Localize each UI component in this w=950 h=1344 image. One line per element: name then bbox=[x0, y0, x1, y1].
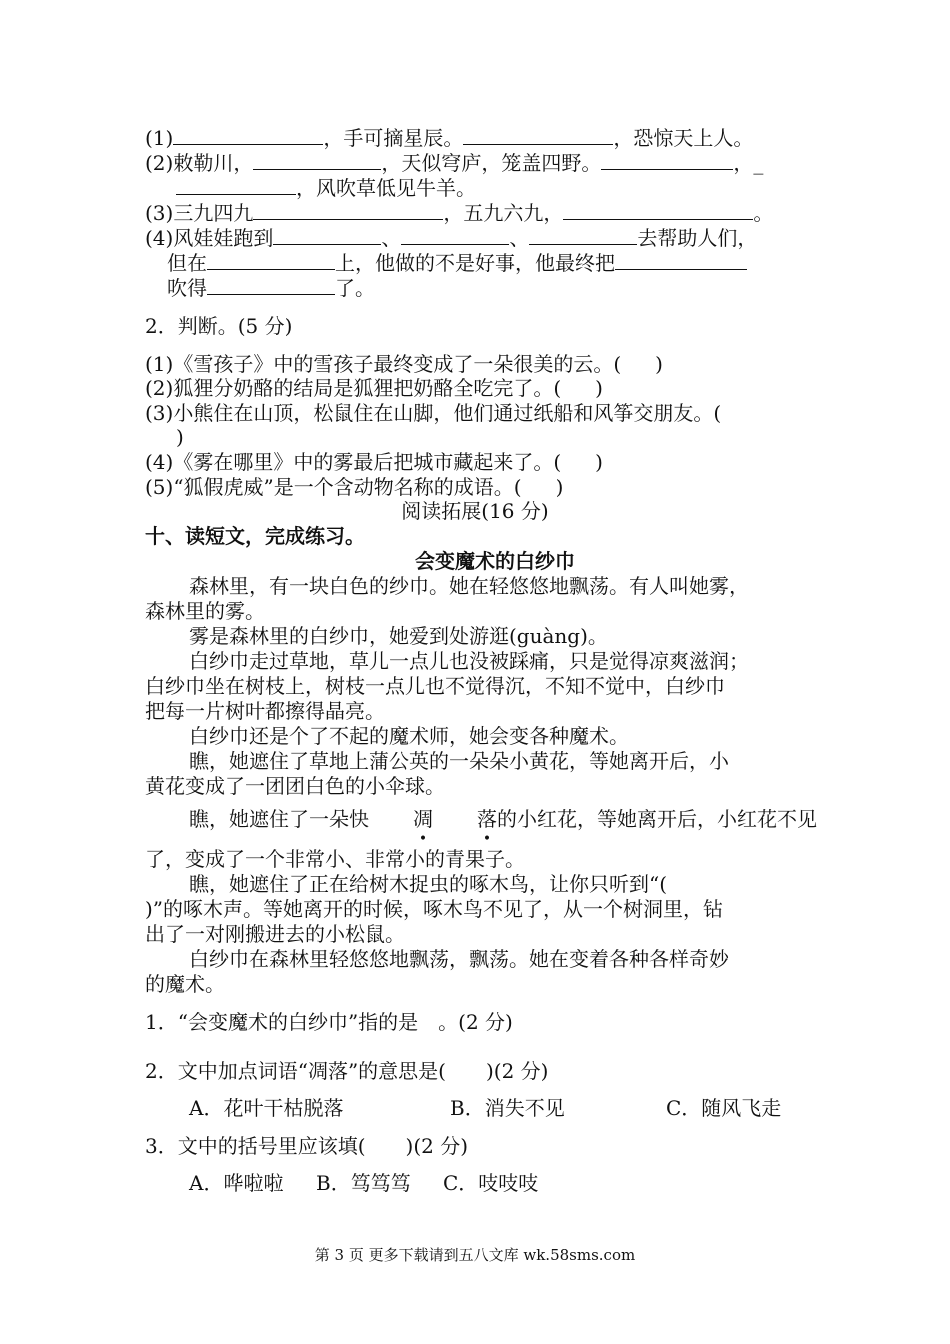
question-1: 1．“会变魔术的白纱巾”指的是 。(2 分) bbox=[145, 1010, 513, 1034]
line-text: ，手可摘星辰。 bbox=[323, 126, 464, 150]
line-text: 、 bbox=[509, 226, 530, 250]
answer-blank[interactable] bbox=[401, 224, 509, 245]
answer-blank[interactable] bbox=[253, 199, 443, 220]
answer-blank[interactable] bbox=[253, 149, 381, 170]
option-a[interactable]: A．花叶干枯脱落 bbox=[189, 1096, 344, 1120]
story-line: 森林里的雾。 bbox=[145, 599, 265, 623]
story-line: 森林里，有一块白色的纱巾。她在轻悠悠地飘荡。有人叫她雾， bbox=[189, 574, 749, 598]
line-text: ，五九六九， bbox=[443, 201, 564, 225]
fill-line-1 bbox=[145, 124, 753, 151]
answer-blank[interactable] bbox=[173, 124, 323, 145]
story-line: 瞧，她遮住了草地上蒲公英的一朵朵小黄花，等她离开后，小 bbox=[189, 749, 729, 773]
task-heading: 十、读短文，完成练习。 bbox=[145, 524, 365, 548]
line-text: ，恐惊天上人。 bbox=[613, 126, 754, 150]
option-b[interactable]: B．消失不见 bbox=[450, 1096, 565, 1120]
fill-line-2 bbox=[145, 149, 763, 176]
answer-blank[interactable] bbox=[463, 124, 613, 145]
fill-line-7 bbox=[167, 274, 375, 301]
answer-blank[interactable] bbox=[529, 224, 637, 245]
answer-blank[interactable] bbox=[176, 174, 296, 195]
item-number: (4) bbox=[145, 226, 174, 250]
line-text: 吹得 bbox=[167, 276, 207, 300]
paren-close: ) bbox=[595, 450, 603, 474]
paren-close: ) bbox=[655, 352, 663, 376]
story-line: 出了一对刚搬进去的小松鼠。 bbox=[145, 922, 405, 946]
line-text: 上，他做的不是好事，他最终把 bbox=[335, 251, 615, 275]
judge-text: (1)《雪孩子》中的雪孩子最终变成了一朵很美的云。( bbox=[145, 352, 622, 376]
line-text: ，天似穹庐，笼盖四野。 bbox=[381, 151, 602, 175]
question-3: 3．文中的括号里应该填( )(2 分) bbox=[145, 1134, 469, 1158]
judge-text: (2)狐狸分奶酪的结局是狐狸把奶酪全吃完了。( bbox=[145, 376, 562, 400]
line-text: 敕勒川， bbox=[173, 151, 254, 175]
fill-line-4 bbox=[145, 199, 773, 226]
judge-item-4 bbox=[145, 449, 603, 475]
option-c[interactable]: C．随风飞走 bbox=[666, 1096, 782, 1120]
item-number: (3) bbox=[145, 201, 174, 225]
question-2: 2．文中加点词语“凋落”的意思是( )(2 分) bbox=[145, 1059, 549, 1083]
line-text: 但在 bbox=[167, 251, 207, 275]
story-line: 白纱巾坐在树枝上，树枝一点儿也不觉得沉，不知不觉中，白纱巾 bbox=[145, 674, 725, 698]
line-text: 风娃娃跑到 bbox=[173, 226, 274, 250]
paren-close: ) bbox=[595, 376, 603, 400]
judge-text: (4)《雾在哪里》中的雾最后把城市藏起来了。( bbox=[145, 450, 562, 474]
option-b[interactable]: B．笃笃笃 bbox=[316, 1171, 411, 1195]
paren-close: ) bbox=[555, 475, 564, 499]
fill-line-3 bbox=[176, 174, 476, 201]
item-number: (2) bbox=[145, 151, 174, 175]
judge-item-5 bbox=[145, 474, 563, 500]
section-heading: 阅读拓展(16 分) bbox=[401, 499, 549, 523]
answer-blank[interactable] bbox=[615, 249, 747, 270]
judge-item-3: (3)小熊住在山顶，松鼠住在山脚，他们通过纸船和风筝交朋友。( bbox=[145, 401, 722, 425]
line-text: ，风吹草低见牛羊。 bbox=[296, 176, 476, 200]
judge-title: 2．判断。(5 分) bbox=[145, 314, 293, 338]
judge-item-3-close[interactable]: ) bbox=[176, 425, 184, 449]
line-text: ，_ bbox=[733, 151, 764, 175]
line-text: 三九四九 bbox=[173, 201, 254, 225]
answer-blank[interactable] bbox=[207, 249, 335, 270]
line-text: 。 bbox=[753, 201, 774, 225]
option-c[interactable]: C．吱吱吱 bbox=[443, 1171, 539, 1195]
page-footer: 第 3 页 更多下载请到五八文库 wk.58sms.com bbox=[314, 1246, 636, 1264]
story-line: 把每一片树叶都擦得晶亮。 bbox=[145, 699, 385, 723]
judge-text: (5)“狐假虎威”是一个含动物名称的成语。( bbox=[145, 475, 522, 499]
line-text: 了。 bbox=[335, 276, 375, 300]
story-text: 的小红花，等她离开后，小红花不见 bbox=[497, 807, 817, 831]
story-line: 白纱巾还是个了不起的魔术师，她会变各种魔术。 bbox=[189, 724, 629, 748]
story-line: 雾是森林里的白纱巾，她爱到处游逛(guàng)。 bbox=[189, 624, 608, 648]
story-line: 黄花变成了一团团白色的小伞球。 bbox=[145, 774, 445, 798]
option-a[interactable]: A．哗啦啦 bbox=[189, 1171, 284, 1195]
fill-line-5 bbox=[145, 224, 757, 251]
fill-line-6 bbox=[167, 249, 747, 276]
line-text: 、 bbox=[381, 226, 402, 250]
line-text: 去帮助人们， bbox=[637, 226, 758, 250]
story-text: 瞧，她遮住了一朵快 bbox=[189, 807, 369, 831]
answer-blank[interactable] bbox=[207, 274, 335, 295]
story-title: 会变魔术的白纱巾 bbox=[415, 549, 575, 573]
answer-blank[interactable] bbox=[273, 224, 381, 245]
story-line-dotted bbox=[145, 806, 817, 832]
answer-blank[interactable] bbox=[601, 149, 733, 170]
story-line: 白纱巾走过草地，草儿一点儿也没被踩痛，只是觉得凉爽滋润； bbox=[189, 649, 749, 673]
story-line: 了，变成了一个非常小、非常小的青果子。 bbox=[145, 847, 525, 871]
dotted-char: 凋 bbox=[413, 807, 433, 831]
answer-blank[interactable] bbox=[563, 199, 753, 220]
dotted-char: 落 bbox=[477, 807, 497, 831]
story-line: 瞧，她遮住了正在给树木捉虫的啄木鸟，让你只听到“( bbox=[189, 872, 668, 896]
story-line: )”的啄木声。等她离开的时候，啄木鸟不见了，从一个树洞里，钻 bbox=[145, 897, 724, 921]
story-line: 的魔术。 bbox=[145, 972, 225, 996]
story-line: 白纱巾在森林里轻悠悠地飘荡，飘荡。她在变着各种各样奇妙 bbox=[189, 947, 729, 971]
judge-item-1 bbox=[145, 351, 663, 377]
judge-item-2 bbox=[145, 375, 603, 401]
item-number: (1) bbox=[145, 126, 174, 150]
